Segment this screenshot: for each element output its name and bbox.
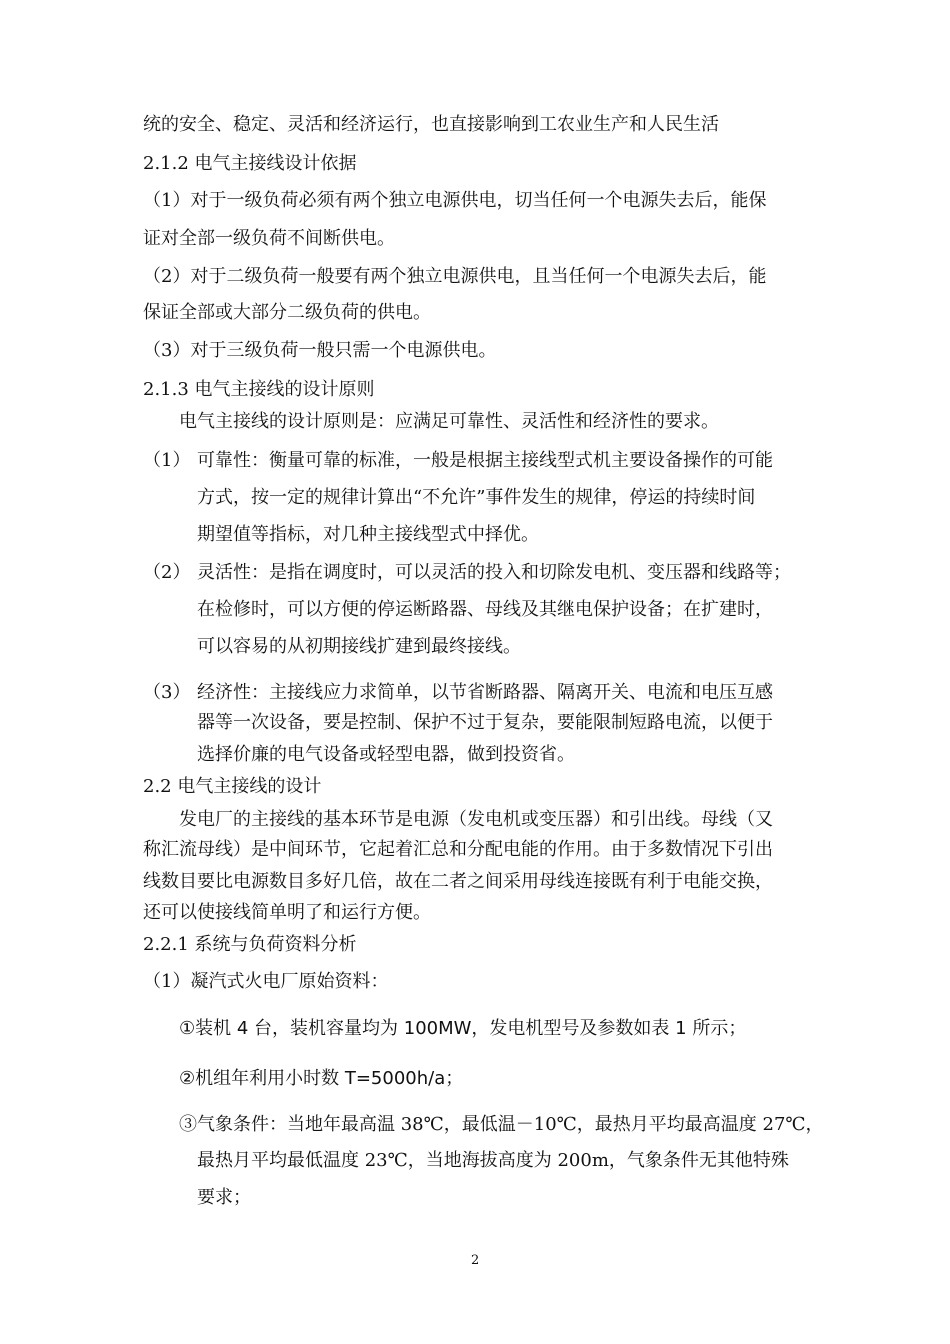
body-line: 称汇流母线）是中间环节，它起着汇总和分配电能的作用。由于多数情况下引出 [143, 839, 773, 860]
section-heading-2-2-1: 2.2.1 系统与负荷资料分析 [143, 934, 357, 955]
list-number: （2） [143, 562, 191, 583]
section-heading-2-1-3: 2.1.3 电气主接线的设计原则 [143, 379, 375, 400]
condition-item-line: 要求； [197, 1187, 251, 1208]
body-line: （1）凝汽式火电厂原始资料： [143, 971, 389, 992]
condition-item: ①装机 4 台，装机容量均为 100MW，发电机型号及参数如表 1 所示； [179, 1018, 747, 1039]
list-item-line: 期望值等指标，对几种主接线型式中择优。 [197, 524, 539, 545]
body-line: 电气主接线的设计原则是：应满足可靠性、灵活性和经济性的要求。 [179, 411, 719, 432]
list-item-line: 经济性：主接线应力求简单，以节省断路器、隔离开关、电流和电压互感 [197, 682, 773, 703]
list-item-line: 在检修时，可以方便的停运断路器、母线及其继电保护设备；在扩建时， [197, 599, 773, 620]
list-item-line: 方式，按一定的规律计算出“不允许”事件发生的规律，停运的持续时间 [197, 487, 756, 508]
body-line: 统的安全、稳定、灵活和经济运行，也直接影响到工农业生产和人民生活 [143, 114, 719, 135]
body-line: 发电厂的主接线的基本环节是电源（发电机或变压器）和引出线。母线（又 [179, 809, 773, 830]
body-line: 还可以使接线简单明了和运行方便。 [143, 902, 431, 923]
list-item-line: 灵活性：是指在调度时，可以灵活的投入和切除发电机、变压器和线路等； [197, 562, 791, 583]
condition-item-line: 最热月平均最低温度 23℃，当地海拔高度为 200m，气象条件无其他特殊 [197, 1150, 789, 1171]
body-line: （1）对于一级负荷必须有两个独立电源供电，切当任何一个电源失去后，能保 [143, 190, 767, 211]
body-line: 线数目要比电源数目多好几倍，故在二者之间采用母线连接既有利于电能交换， [143, 871, 773, 892]
body-line: （3）对于三级负荷一般只需一个电源供电。 [143, 340, 497, 361]
body-line: （2）对于二级负荷一般要有两个独立电源供电，且当任何一个电源失去后，能 [143, 266, 767, 287]
list-item-line: 可靠性：衡量可靠的标准，一般是根据主接线型式机主要设备操作的可能 [197, 450, 773, 471]
list-item-line: 选择价廉的电气设备或轻型电器，做到投资省。 [197, 744, 575, 765]
condition-item: ③气象条件：当地年最高温 38℃，最低温－10℃，最热月平均最高温度 27℃， [179, 1114, 824, 1135]
page-number: 2 [471, 1253, 480, 1268]
body-line: 证对全部一级负荷不间断供电。 [143, 228, 395, 249]
section-heading-2-2: 2.2 电气主接线的设计 [143, 776, 322, 797]
list-number: （1） [143, 450, 191, 471]
list-item-line: 器等一次设备，要是控制、保护不过于复杂，要能限制短路电流，以便于 [197, 712, 773, 733]
body-line: 保证全部或大部分二级负荷的供电。 [143, 302, 431, 323]
list-number: （3） [143, 682, 191, 703]
section-heading-2-1-2: 2.1.2 电气主接线设计依据 [143, 153, 357, 174]
condition-item: ②机组年利用小时数 T=5000h/a； [179, 1068, 464, 1089]
list-item-line: 可以容易的从初期接线扩建到最终接线。 [197, 636, 521, 657]
